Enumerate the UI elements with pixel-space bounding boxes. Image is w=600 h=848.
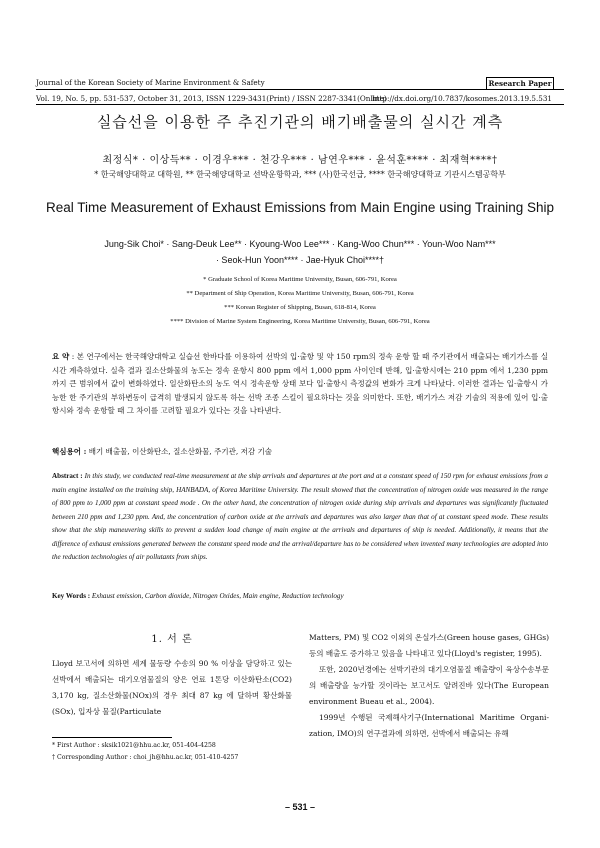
header-rule-top (36, 89, 564, 90)
korean-keywords-text: 배기 배출물, 이산화탄소, 질소산화물, 주기관, 저감 기술 (88, 447, 272, 456)
page-number: – 531 – (284, 802, 316, 812)
doi-link[interactable]: http://dx.doi.org/10.7837/kosomes.2013.19.5.531 (372, 94, 552, 103)
right-paragraph-3: 1999년 수행된 국제해사기구(International Maritime Organi-zation, IMO)의 연구결과에 의하면, 선박에서 배출되는 유해 (309, 713, 549, 738)
korean-title: 실습선을 이용한 주 추진기관의 배기배출물의 실시간 계측 (96, 113, 504, 131)
english-abstract-label: Abstract : (52, 472, 83, 480)
english-affiliation-2: ** Department of Ship Operation, Korea Maritime University, Busan, 606-791, Korea (186, 290, 414, 297)
english-affiliation-3: *** Korean Register of Shipping, Busan, 618-814, Korea (224, 304, 376, 311)
korean-abstract-label: 요 약 (52, 352, 70, 361)
korean-abstract (52, 350, 548, 418)
header-rule-bottom (36, 104, 564, 105)
section-heading: 1. 서 론 (151, 634, 193, 645)
journal-name: Journal of the Korean Society of Marine Environment & Safety (36, 78, 265, 87)
korean-authors: 최정식* · 이상득** · 이경우*** · 천강우*** · 남연우*** · 윤석훈**** · 최재혁****† (102, 155, 498, 166)
english-authors-line1: Jung-Sik Choi* · Sang-Deuk Lee** · Kyoung-Woo Lee*** · Kang-Woo Chun*** · Youn-Woo Nam*** (104, 239, 496, 249)
korean-affiliations: * 한국해양대학교 대학원, ** 한국해양대학교 선박운항학과, *** (사)한국선급, **** 한국해양대학교 기관시스템공학부 (94, 170, 506, 179)
volume-info: Vol. 19, No. 5, pp. 531-537, October 31, 2013, ISSN 1229-3431(Print) / ISSN 2287-3341(Online) (36, 94, 387, 103)
right-paragraph-1: Matters, PM) 및 CO2 이외의 온실가스(Green house gases, GHGs) 등의 배출도 증가하고 있음을 나타내고 있다(Lloyd's register, 1995). (309, 633, 549, 658)
footnote-first-author: * First Author : sksik1021@hhu.ac.kr, 051-404-4258 (52, 742, 216, 749)
english-affiliation-1: * Graduate School of Korea Maritime University, Busan, 606-791, Korea (203, 276, 397, 283)
english-keywords-text: Exhaust emission, Carbon dioxide, Nitrogen Oxides, Main engine, Reduction technology (91, 592, 344, 600)
footnote-rule (52, 737, 172, 738)
english-abstract (52, 470, 548, 565)
left-column-text: Lloyd 보고서에 의하면 세계 물동량 수송의 90 % 이상을 담당하고 있는 선박에서 배출되는 대기오염물질의 양은 연료 1톤당 이산화탄소(CO2) 3,170 kg, 질소산화물(NOx)의 경우 최대 87 kg 에 달하며 황산화물(SOx), 입자상 물질(Particulate (52, 659, 292, 716)
right-paragraph-2: 또한, 2020년경에는 선박기관의 대기오염물질 배출량이 육상수송부문의 배출량을 능가할 것이라는 보고서도 알려진바 있다(The European environment Bueau et al., 2004). (309, 665, 549, 706)
korean-keywords (52, 446, 548, 457)
right-column (309, 630, 549, 742)
english-abstract-text: In this study, we conducted real-time measurement at the ship arrivals and departures at the port and at a constant speed of 150 rpm for exhaust emissions from a main engine installed on the training ship, HANBADA, of Korea Maritime University. The result showed that the concentration of nitrogen oxide was measured in the range of 800 ppm to 1,000 ppm at constant speed mode . On the other hand, the concentration of nitrogen oxide during ship arrivals and departures was significantly fluctuated between 210 ppm and 1,230 ppm. And, the concentration of carbon oxide at the arrivals and departures was also larger than that of at constant speed mode. These results show that the ship maneuvering skills to prevent a sudden load change of main engine at the arrivals and departures of ship is needed. Additionally, it means that the difference of exhaust emissions generated between the constant speed mode and the arrival/departure has to be considered when invented many technologies are adopted into the reduction technologies of air pollutants from ships. (52, 472, 548, 561)
english-keywords-label: Key Words : (52, 592, 91, 600)
english-authors-line2: · Seok-Hun Yoon**** · Jae-Hyuk Choi****† (215, 255, 385, 265)
english-keywords (52, 592, 548, 600)
english-affiliation-4: **** Division of Marine System Engineering, Korea Maritime University, Busan, 606-791, Korea (170, 318, 430, 325)
korean-abstract-text: : 본 연구에서는 한국해양대학교 실습선 한바다를 이용하여 선박의 입·출항 및 약 150 rpm의 정속 운항 할 때 주기관에서 배출되는 배기가스를 실시간 계측하였다. 실측 결과 질소산화물의 농도는 정속 운항시 800 ppm 에서 1,000 ppm 사이인데 반해, 입·출항시에는 210 ppm 에서 1,230 ppm 까지 큰 범위에서 값이 변화하였다. 일산화탄소의 농도 역시 정속운항 상태 보다 입·출항시 측정값의 변화가 크게 나타났다. 이러한 결과는 입·출항시 가능한 한 주기관의 부하변동이 급격히 발생되지 않도록 하는 선박 조종 스킬이 필요하다는 것을 의미한다. 또한, 배기가스 저감 기술의 적용에 있어 입·출항시와 정속 운항할 때 그 차이를 고려할 필요가 있다는 것을 나타낸다. (52, 352, 548, 415)
korean-keywords-label: 핵심용어 : (52, 447, 87, 456)
footnote-corresponding-author: † Corresponding Author : choi_jh@hhu.ac.kr, 051-410-4257 (52, 754, 239, 761)
research-paper-badge: Research Paper (486, 77, 554, 90)
english-title: Real Time Measurement of Exhaust Emissions from Main Engine using Training Ship (46, 200, 554, 215)
